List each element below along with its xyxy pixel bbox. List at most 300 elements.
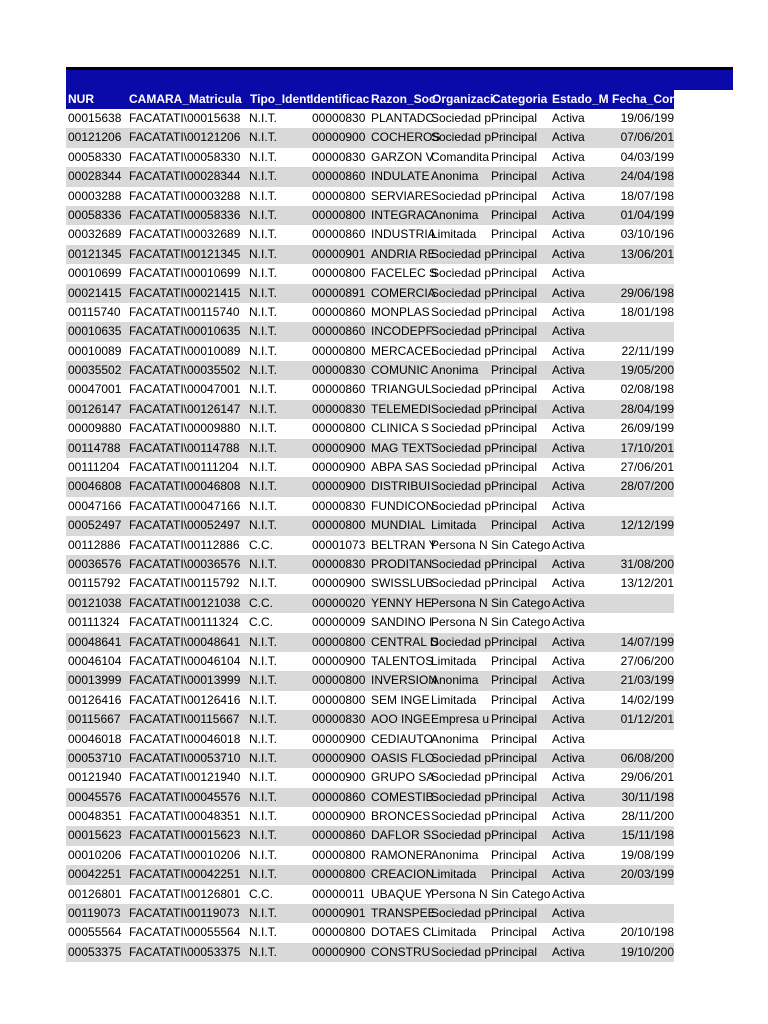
cell-razon-social[interactable]: CEDIAUTO xyxy=(371,731,433,746)
cell-estado-matricula[interactable]: Activa xyxy=(552,460,585,475)
cell-identificacion[interactable]: 00000830 xyxy=(312,556,366,571)
cell-categoria[interactable]: Principal xyxy=(491,207,538,222)
cell-camara-matricula[interactable]: FACATATI\00058336 xyxy=(129,207,241,222)
cell-camara-matricula[interactable]: FACATATI\00013999 xyxy=(129,673,241,688)
cell-camara-matricula[interactable]: FACATATI\00048641 xyxy=(129,634,241,649)
cell-nur[interactable]: 00003288 xyxy=(68,188,122,203)
cell-camara-matricula[interactable]: FACATATI\00121940 xyxy=(129,770,241,785)
cell-tipo-identificacion[interactable]: N.I.T. xyxy=(249,906,278,921)
cell-razon-social[interactable]: BRONCES xyxy=(371,809,431,824)
cell-tipo-identificacion[interactable]: N.I.T. xyxy=(249,227,278,242)
cell-categoria[interactable]: Principal xyxy=(491,576,538,591)
cell-tipo-identificacion[interactable]: N.I.T. xyxy=(249,343,278,358)
cell-identificacion[interactable]: 00000900 xyxy=(312,460,366,475)
cell-identificacion[interactable]: 00000800 xyxy=(312,673,366,688)
cell-camara-matricula[interactable]: FACATATI\00010089 xyxy=(129,343,241,358)
cell-razon-social[interactable]: COCHEROS xyxy=(371,130,441,145)
cell-tipo-identificacion[interactable]: N.I.T. xyxy=(249,304,278,319)
cell-camara-matricula[interactable]: FACATATI\00042251 xyxy=(129,867,241,882)
cell-estado-matricula[interactable]: Activa xyxy=(552,789,585,804)
cell-nur[interactable]: 00053375 xyxy=(68,944,122,959)
cell-razon-social[interactable]: INTEGRAC xyxy=(371,207,434,222)
cell-estado-matricula[interactable]: Activa xyxy=(552,595,585,610)
cell-categoria[interactable]: Principal xyxy=(491,828,538,843)
cell-camara-matricula[interactable]: FACATATI\00111204 xyxy=(129,460,239,475)
cell-razon-social[interactable]: YENNY HE xyxy=(371,595,433,610)
cell-tipo-identificacion[interactable]: C.C. xyxy=(249,615,273,630)
cell-camara-matricula[interactable]: FACATATI\00015623 xyxy=(129,828,241,843)
cell-identificacion[interactable]: 00000800 xyxy=(312,518,366,533)
cell-identificacion[interactable]: 00000011 xyxy=(312,886,365,901)
cell-categoria[interactable]: Principal xyxy=(491,770,538,785)
cell-fecha-constitucion[interactable]: 04/03/199 xyxy=(620,149,674,164)
cell-tipo-identificacion[interactable]: N.I.T. xyxy=(249,498,278,513)
cell-categoria[interactable]: Principal xyxy=(491,111,538,125)
cell-organizacion[interactable]: Sociedad p xyxy=(431,944,492,959)
cell-razon-social[interactable]: UBAQUE Y xyxy=(371,886,433,901)
cell-razon-social[interactable]: COMERCIA xyxy=(371,285,436,300)
cell-fecha-constitucion[interactable]: 29/06/201 xyxy=(620,770,674,785)
cell-camara-matricula[interactable]: FACATATI\00035502 xyxy=(129,363,241,378)
cell-tipo-identificacion[interactable]: N.I.T. xyxy=(249,809,278,824)
cell-categoria[interactable]: Sin Catego xyxy=(491,615,551,630)
header-nur[interactable]: NUR xyxy=(68,92,94,106)
cell-razon-social[interactable]: SWISSLUB xyxy=(371,576,434,591)
cell-estado-matricula[interactable]: Activa xyxy=(552,498,585,513)
cell-categoria[interactable]: Principal xyxy=(491,188,538,203)
cell-tipo-identificacion[interactable]: N.I.T. xyxy=(249,207,278,222)
cell-fecha-constitucion[interactable]: 28/07/200 xyxy=(620,479,674,494)
cell-organizacion[interactable]: Sociedad p xyxy=(431,304,492,319)
cell-identificacion[interactable]: 00000900 xyxy=(312,653,366,668)
cell-fecha-constitucion[interactable]: 24/04/198 xyxy=(620,169,674,184)
cell-razon-social[interactable]: DAFLOR S. xyxy=(371,828,435,843)
cell-nur[interactable]: 00114788 xyxy=(68,440,121,455)
cell-nur[interactable]: 00112886 xyxy=(68,537,121,552)
cell-estado-matricula[interactable]: Activa xyxy=(552,944,585,959)
cell-categoria[interactable]: Sin Catego xyxy=(491,886,551,901)
cell-identificacion[interactable]: 00000860 xyxy=(312,382,366,397)
cell-fecha-constitucion[interactable]: 18/07/198 xyxy=(620,188,674,203)
cell-organizacion[interactable]: Comandita xyxy=(431,149,490,164)
cell-tipo-identificacion[interactable]: N.I.T. xyxy=(249,731,278,746)
cell-nur[interactable]: 00111324 xyxy=(68,615,120,630)
cell-categoria[interactable]: Principal xyxy=(491,401,538,416)
cell-estado-matricula[interactable]: Activa xyxy=(552,479,585,494)
cell-tipo-identificacion[interactable]: N.I.T. xyxy=(249,440,278,455)
cell-estado-matricula[interactable]: Activa xyxy=(552,207,585,222)
cell-organizacion[interactable]: Sociedad p xyxy=(431,401,492,416)
cell-tipo-identificacion[interactable]: N.I.T. xyxy=(249,828,278,843)
cell-nur[interactable]: 00048351 xyxy=(68,809,122,824)
cell-nur[interactable]: 00046104 xyxy=(68,653,122,668)
cell-fecha-constitucion[interactable]: 13/06/201 xyxy=(620,246,674,261)
cell-camara-matricula[interactable]: FACATATI\00126801 xyxy=(129,886,241,901)
cell-razon-social[interactable]: FUNDICON xyxy=(371,498,435,513)
cell-tipo-identificacion[interactable]: N.I.T. xyxy=(249,518,278,533)
cell-nur[interactable]: 00052497 xyxy=(68,518,122,533)
cell-nur[interactable]: 00126416 xyxy=(68,692,122,707)
cell-camara-matricula[interactable]: FACATATI\00126147 xyxy=(129,401,241,416)
cell-camara-matricula[interactable]: FACATATI\00053375 xyxy=(129,944,241,959)
cell-identificacion[interactable]: 00000830 xyxy=(312,712,366,727)
cell-estado-matricula[interactable]: Activa xyxy=(552,149,585,164)
cell-categoria[interactable]: Sin Catego xyxy=(491,595,551,610)
cell-identificacion[interactable]: 00000800 xyxy=(312,188,366,203)
cell-tipo-identificacion[interactable]: N.I.T. xyxy=(249,576,278,591)
cell-identificacion[interactable]: 00000830 xyxy=(312,498,366,513)
cell-organizacion[interactable]: Sociedad p xyxy=(431,479,492,494)
cell-organizacion[interactable]: Anonima xyxy=(431,731,479,746)
cell-estado-matricula[interactable]: Activa xyxy=(552,285,585,300)
cell-fecha-constitucion[interactable]: 20/03/199 xyxy=(620,867,674,882)
cell-tipo-identificacion[interactable]: N.I.T. xyxy=(249,246,278,261)
header-tipo-identificacion[interactable]: Tipo_Ident xyxy=(250,92,311,106)
cell-camara-matricula[interactable]: FACATATI\00111324 xyxy=(129,615,239,630)
cell-razon-social[interactable]: TALENTOS xyxy=(371,653,434,668)
cell-categoria[interactable]: Principal xyxy=(491,382,538,397)
cell-organizacion[interactable]: Sociedad p xyxy=(431,556,492,571)
cell-tipo-identificacion[interactable]: N.I.T. xyxy=(249,421,278,436)
cell-camara-matricula[interactable]: FACATATI\00058330 xyxy=(129,149,241,164)
cell-razon-social[interactable]: PRODITAN xyxy=(371,556,433,571)
cell-fecha-constitucion[interactable]: 27/06/201 xyxy=(620,460,674,475)
cell-organizacion[interactable]: Limitada xyxy=(431,227,477,242)
cell-fecha-constitucion[interactable]: 19/06/199 xyxy=(620,111,674,125)
cell-camara-matricula[interactable]: FACATATI\00055564 xyxy=(129,925,241,940)
cell-estado-matricula[interactable]: Activa xyxy=(552,886,585,901)
cell-camara-matricula[interactable]: FACATATI\00010635 xyxy=(129,324,241,339)
cell-nur[interactable]: 00047166 xyxy=(68,498,122,513)
cell-identificacion[interactable]: 00000800 xyxy=(312,692,366,707)
cell-camara-matricula[interactable]: FACATATI\00048351 xyxy=(129,809,241,824)
cell-estado-matricula[interactable]: Activa xyxy=(552,111,585,125)
cell-organizacion[interactable]: Sociedad p xyxy=(431,188,492,203)
cell-fecha-constitucion[interactable]: 07/06/201 xyxy=(620,130,674,145)
cell-camara-matricula[interactable]: FACATATI\00028344 xyxy=(129,169,241,184)
cell-organizacion[interactable]: Sociedad p xyxy=(431,246,492,261)
cell-tipo-identificacion[interactable]: N.I.T. xyxy=(249,925,278,940)
cell-nur[interactable]: 00010206 xyxy=(68,847,122,862)
cell-categoria[interactable]: Principal xyxy=(491,421,538,436)
cell-organizacion[interactable]: Sociedad p xyxy=(431,828,492,843)
cell-nur[interactable]: 00036576 xyxy=(68,556,122,571)
cell-tipo-identificacion[interactable]: N.I.T. xyxy=(249,149,278,164)
cell-categoria[interactable]: Principal xyxy=(491,750,538,765)
cell-categoria[interactable]: Principal xyxy=(491,343,538,358)
cell-camara-matricula[interactable]: FACATATI\00119073 xyxy=(129,906,240,921)
cell-nur[interactable]: 00126147 xyxy=(68,401,122,416)
cell-camara-matricula[interactable]: FACATATI\00021415 xyxy=(129,285,241,300)
cell-tipo-identificacion[interactable]: N.I.T. xyxy=(249,130,278,145)
cell-categoria[interactable]: Principal xyxy=(491,518,538,533)
cell-razon-social[interactable]: GRUPO SA xyxy=(371,770,435,785)
cell-organizacion[interactable]: Anonima xyxy=(431,363,479,378)
cell-organizacion[interactable]: Sociedad p xyxy=(431,324,492,339)
cell-estado-matricula[interactable]: Activa xyxy=(552,401,585,416)
cell-camara-matricula[interactable]: FACATATI\00046104 xyxy=(129,653,241,668)
cell-categoria[interactable]: Principal xyxy=(491,847,538,862)
cell-tipo-identificacion[interactable]: N.I.T. xyxy=(249,673,278,688)
cell-categoria[interactable]: Sin Catego xyxy=(491,537,551,552)
cell-organizacion[interactable]: Sociedad p xyxy=(431,809,492,824)
cell-tipo-identificacion[interactable]: N.I.T. xyxy=(249,789,278,804)
cell-razon-social[interactable]: COMUNIC xyxy=(371,363,429,378)
cell-nur[interactable]: 00032689 xyxy=(68,227,122,242)
cell-organizacion[interactable]: Anonima xyxy=(431,673,479,688)
cell-nur[interactable]: 00045576 xyxy=(68,789,122,804)
cell-identificacion[interactable]: 00000860 xyxy=(312,169,366,184)
cell-tipo-identificacion[interactable]: N.I.T. xyxy=(249,188,278,203)
cell-tipo-identificacion[interactable]: N.I.T. xyxy=(249,324,278,339)
cell-razon-social[interactable]: INCODEPF xyxy=(371,324,434,339)
cell-categoria[interactable]: Principal xyxy=(491,304,538,319)
cell-identificacion[interactable]: 00000800 xyxy=(312,207,366,222)
cell-estado-matricula[interactable]: Activa xyxy=(552,906,585,921)
cell-razon-social[interactable]: MERCACEI xyxy=(371,343,435,358)
cell-nur[interactable]: 00115740 xyxy=(68,304,121,319)
cell-identificacion[interactable]: 00000900 xyxy=(312,731,366,746)
cell-estado-matricula[interactable]: Activa xyxy=(552,130,585,145)
cell-estado-matricula[interactable]: Activa xyxy=(552,421,585,436)
cell-organizacion[interactable]: Sociedad p xyxy=(431,266,492,281)
cell-categoria[interactable]: Principal xyxy=(491,925,538,940)
cell-categoria[interactable]: Principal xyxy=(491,906,538,921)
cell-fecha-constitucion[interactable]: 19/10/200 xyxy=(620,944,674,959)
cell-nur[interactable]: 00010699 xyxy=(68,266,122,281)
cell-razon-social[interactable]: GARZON V xyxy=(371,149,434,164)
cell-nur[interactable]: 00010089 xyxy=(68,343,122,358)
cell-organizacion[interactable]: Sociedad p xyxy=(431,634,492,649)
cell-identificacion[interactable]: 00000900 xyxy=(312,770,366,785)
cell-razon-social[interactable]: SERVIARE xyxy=(371,188,432,203)
cell-organizacion[interactable]: Anonima xyxy=(431,847,479,862)
cell-nur[interactable]: 00058330 xyxy=(68,149,122,164)
cell-identificacion[interactable]: 00000860 xyxy=(312,789,366,804)
cell-camara-matricula[interactable]: FACATATI\00112886 xyxy=(129,537,240,552)
cell-organizacion[interactable]: Sociedad p xyxy=(431,789,492,804)
cell-razon-social[interactable]: BELTRAN Y xyxy=(371,537,437,552)
cell-camara-matricula[interactable]: FACATATI\00121206 xyxy=(129,130,241,145)
cell-identificacion[interactable]: 00000901 xyxy=(312,906,366,921)
cell-fecha-constitucion[interactable]: 20/10/198 xyxy=(620,925,674,940)
cell-camara-matricula[interactable]: FACATATI\00053710 xyxy=(129,750,241,765)
cell-nur[interactable]: 00126801 xyxy=(68,886,122,901)
header-identificacion[interactable]: Identificac xyxy=(310,92,370,106)
cell-fecha-constitucion[interactable]: 27/06/200 xyxy=(620,653,674,668)
cell-nur[interactable]: 00111204 xyxy=(68,460,120,475)
cell-camara-matricula[interactable]: FACATATI\00047166 xyxy=(129,498,241,513)
cell-categoria[interactable]: Principal xyxy=(491,556,538,571)
cell-nur[interactable]: 00121940 xyxy=(68,770,122,785)
cell-organizacion[interactable]: Sociedad p xyxy=(431,460,492,475)
cell-nur[interactable]: 00121206 xyxy=(68,130,122,145)
cell-nur[interactable]: 00021415 xyxy=(68,285,122,300)
cell-identificacion[interactable]: 00000900 xyxy=(312,809,366,824)
cell-organizacion[interactable]: Limitada xyxy=(431,867,477,882)
cell-tipo-identificacion[interactable]: N.I.T. xyxy=(249,847,278,862)
cell-razon-social[interactable]: TRANSPEE xyxy=(371,906,436,921)
cell-identificacion[interactable]: 00000830 xyxy=(312,401,366,416)
cell-fecha-constitucion[interactable]: 28/04/199 xyxy=(620,401,674,416)
cell-fecha-constitucion[interactable]: 15/11/198 xyxy=(621,828,674,843)
cell-camara-matricula[interactable]: FACATATI\00126416 xyxy=(129,692,241,707)
cell-estado-matricula[interactable]: Activa xyxy=(552,925,585,940)
cell-categoria[interactable]: Principal xyxy=(491,712,538,727)
cell-organizacion[interactable]: Anonima xyxy=(431,207,479,222)
cell-camara-matricula[interactable]: FACATATI\00115740 xyxy=(129,304,240,319)
cell-razon-social[interactable]: AOO INGE xyxy=(371,712,431,727)
cell-categoria[interactable]: Principal xyxy=(491,130,538,145)
cell-tipo-identificacion[interactable]: C.C. xyxy=(249,886,273,901)
cell-razon-social[interactable]: RAMONER xyxy=(371,847,433,862)
cell-organizacion[interactable]: Persona N xyxy=(431,595,488,610)
cell-categoria[interactable]: Principal xyxy=(491,285,538,300)
cell-categoria[interactable]: Principal xyxy=(491,731,538,746)
cell-fecha-constitucion[interactable]: 28/11/200 xyxy=(621,809,674,824)
cell-categoria[interactable]: Principal xyxy=(491,149,538,164)
cell-estado-matricula[interactable]: Activa xyxy=(552,731,585,746)
cell-identificacion[interactable]: 00000009 xyxy=(312,615,366,630)
cell-razon-social[interactable]: DISTRIBUI xyxy=(371,479,431,494)
cell-camara-matricula[interactable]: FACATATI\00115792 xyxy=(129,576,240,591)
cell-identificacion[interactable]: 00000860 xyxy=(312,227,366,242)
cell-categoria[interactable]: Principal xyxy=(491,653,538,668)
cell-nur[interactable]: 00121038 xyxy=(68,595,122,610)
cell-camara-matricula[interactable]: FACATATI\00114788 xyxy=(129,440,240,455)
cell-razon-social[interactable]: INDULATE xyxy=(371,169,430,184)
cell-identificacion[interactable]: 00000800 xyxy=(312,847,366,862)
cell-razon-social[interactable]: INDUSTRIA xyxy=(371,227,436,242)
cell-nur[interactable]: 00015638 xyxy=(68,111,122,125)
cell-tipo-identificacion[interactable]: N.I.T. xyxy=(249,770,278,785)
header-organizacion[interactable]: Organizaci xyxy=(432,92,494,106)
header-camara-matricula[interactable]: CAMARA_Matricula xyxy=(129,92,242,106)
cell-categoria[interactable]: Principal xyxy=(491,246,538,261)
cell-fecha-constitucion[interactable]: 14/07/199 xyxy=(620,634,674,649)
cell-organizacion[interactable]: Anonima xyxy=(431,169,479,184)
cell-nur[interactable]: 00035502 xyxy=(68,363,122,378)
cell-identificacion[interactable]: 00000800 xyxy=(312,343,366,358)
cell-razon-social[interactable]: TRIANGUL xyxy=(371,382,432,397)
cell-razon-social[interactable]: DOTAES C xyxy=(371,925,432,940)
cell-categoria[interactable]: Principal xyxy=(491,498,538,513)
cell-tipo-identificacion[interactable]: C.C. xyxy=(249,595,273,610)
cell-estado-matricula[interactable]: Activa xyxy=(552,576,585,591)
cell-razon-social[interactable]: MAG TEXT xyxy=(371,440,433,455)
cell-fecha-constitucion[interactable]: 17/10/201 xyxy=(620,440,674,455)
cell-razon-social[interactable]: CLINICA S xyxy=(371,421,430,436)
cell-nur[interactable]: 00015623 xyxy=(68,828,122,843)
cell-razon-social[interactable]: ANDRIA RE xyxy=(371,246,436,261)
cell-categoria[interactable]: Principal xyxy=(491,266,538,281)
cell-categoria[interactable]: Principal xyxy=(491,363,538,378)
cell-estado-matricula[interactable]: Activa xyxy=(552,266,585,281)
cell-estado-matricula[interactable]: Activa xyxy=(552,673,585,688)
cell-identificacion[interactable]: 00000860 xyxy=(312,304,366,319)
cell-estado-matricula[interactable]: Activa xyxy=(552,382,585,397)
cell-estado-matricula[interactable]: Activa xyxy=(552,712,585,727)
cell-razon-social[interactable]: ABPA SAS xyxy=(371,460,429,475)
cell-tipo-identificacion[interactable]: C.C. xyxy=(249,537,273,552)
cell-camara-matricula[interactable]: FACATATI\00121038 xyxy=(129,595,241,610)
cell-fecha-constitucion[interactable]: 12/12/199 xyxy=(620,518,674,533)
cell-nur[interactable]: 00115792 xyxy=(68,576,121,591)
cell-identificacion[interactable]: 00000900 xyxy=(312,479,366,494)
cell-tipo-identificacion[interactable]: N.I.T. xyxy=(249,712,278,727)
cell-tipo-identificacion[interactable]: N.I.T. xyxy=(249,285,278,300)
cell-nur[interactable]: 00010635 xyxy=(68,324,122,339)
cell-fecha-constitucion[interactable]: 22/11/199 xyxy=(621,343,674,358)
cell-nur[interactable]: 00042251 xyxy=(68,867,122,882)
cell-organizacion[interactable]: Sociedad p xyxy=(431,421,492,436)
cell-categoria[interactable]: Principal xyxy=(491,440,538,455)
cell-tipo-identificacion[interactable]: N.I.T. xyxy=(249,363,278,378)
cell-identificacion[interactable]: 00000020 xyxy=(312,595,366,610)
cell-estado-matricula[interactable]: Activa xyxy=(552,847,585,862)
cell-razon-social[interactable]: COMESTIB xyxy=(371,789,434,804)
cell-categoria[interactable]: Principal xyxy=(491,324,538,339)
cell-estado-matricula[interactable]: Activa xyxy=(552,556,585,571)
cell-estado-matricula[interactable]: Activa xyxy=(552,634,585,649)
cell-nur[interactable]: 00121345 xyxy=(68,246,122,261)
cell-identificacion[interactable]: 00000900 xyxy=(312,130,366,145)
cell-nur[interactable]: 00028344 xyxy=(68,169,122,184)
cell-estado-matricula[interactable]: Activa xyxy=(552,343,585,358)
cell-estado-matricula[interactable]: Activa xyxy=(552,227,585,242)
cell-fecha-constitucion[interactable]: 14/02/199 xyxy=(620,692,674,707)
cell-fecha-constitucion[interactable]: 01/04/199 xyxy=(620,207,674,222)
cell-estado-matricula[interactable]: Activa xyxy=(552,867,585,882)
cell-estado-matricula[interactable]: Activa xyxy=(552,246,585,261)
cell-razon-social[interactable]: SEM INGE xyxy=(371,692,430,707)
cell-identificacion[interactable]: 00000891 xyxy=(312,285,366,300)
cell-categoria[interactable]: Principal xyxy=(491,673,538,688)
cell-fecha-constitucion[interactable]: 26/09/199 xyxy=(620,421,674,436)
cell-organizacion[interactable]: Limitada xyxy=(431,925,477,940)
cell-tipo-identificacion[interactable]: N.I.T. xyxy=(249,653,278,668)
cell-organizacion[interactable]: Persona N xyxy=(431,615,488,630)
cell-categoria[interactable]: Principal xyxy=(491,460,538,475)
cell-identificacion[interactable]: 00000900 xyxy=(312,576,366,591)
cell-organizacion[interactable]: Sociedad p xyxy=(431,111,492,125)
cell-identificacion[interactable]: 00000800 xyxy=(312,867,366,882)
cell-organizacion[interactable]: Sociedad p xyxy=(431,382,492,397)
cell-tipo-identificacion[interactable]: N.I.T. xyxy=(249,634,278,649)
cell-nur[interactable]: 00048641 xyxy=(68,634,122,649)
cell-tipo-identificacion[interactable]: N.I.T. xyxy=(249,479,278,494)
cell-categoria[interactable]: Principal xyxy=(491,867,538,882)
cell-nur[interactable]: 00046018 xyxy=(68,731,122,746)
cell-fecha-constitucion[interactable]: 06/08/200 xyxy=(620,750,674,765)
cell-identificacion[interactable]: 00001073 xyxy=(312,537,366,552)
header-categoria[interactable]: Categoria xyxy=(492,92,548,106)
cell-camara-matricula[interactable]: FACATATI\00052497 xyxy=(129,518,241,533)
cell-fecha-constitucion[interactable]: 03/10/196 xyxy=(620,227,674,242)
cell-camara-matricula[interactable]: FACATATI\00010699 xyxy=(129,266,241,281)
cell-nur[interactable]: 00119073 xyxy=(68,906,121,921)
cell-nur[interactable]: 00009880 xyxy=(68,421,122,436)
cell-organizacion[interactable]: Sociedad p xyxy=(431,285,492,300)
cell-camara-matricula[interactable]: FACATATI\00003288 xyxy=(129,188,241,203)
cell-categoria[interactable]: Principal xyxy=(491,169,538,184)
cell-identificacion[interactable]: 00000900 xyxy=(312,750,366,765)
cell-tipo-identificacion[interactable]: N.I.T. xyxy=(249,944,278,959)
cell-organizacion[interactable]: Sociedad p xyxy=(431,750,492,765)
cell-razon-social[interactable]: OASIS FLO xyxy=(371,750,435,765)
cell-fecha-constitucion[interactable]: 19/05/200 xyxy=(620,363,674,378)
cell-organizacion[interactable]: Sociedad p xyxy=(431,906,492,921)
